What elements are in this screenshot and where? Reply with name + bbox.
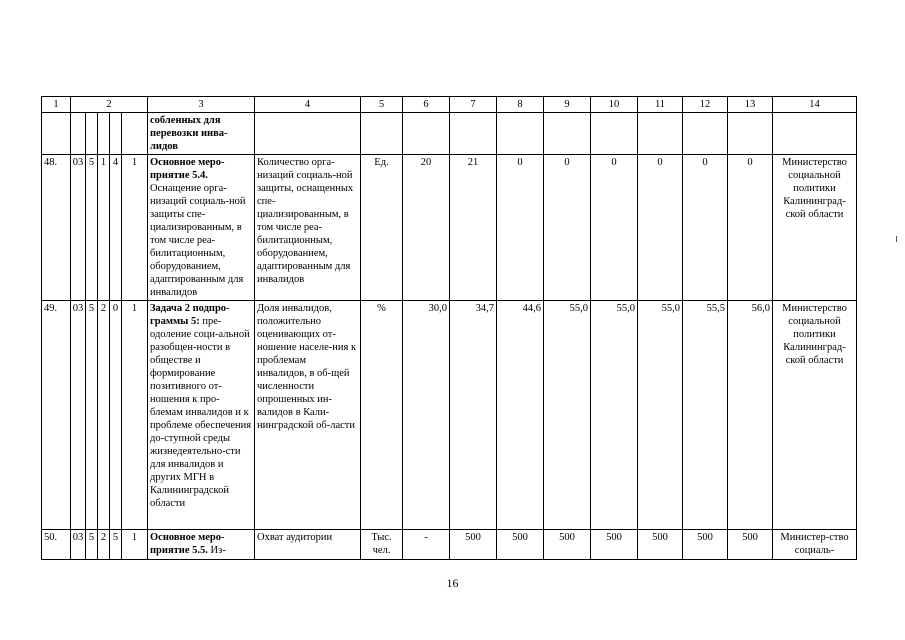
header-cell: 13 [728, 97, 773, 113]
table-row [42, 530, 857, 560]
event-title [148, 155, 255, 301]
header-cell: 9 [544, 97, 591, 113]
code-cell: 5 [86, 530, 98, 560]
unit-cell: Тыс. чел. [361, 530, 403, 560]
executor-cell: Министерство социальной политики Калининград-ской области [773, 301, 857, 530]
value-cell: 500 [450, 530, 497, 560]
row-number: 49. [42, 301, 71, 530]
code-cell: 1 [122, 301, 148, 530]
header-cell: 5 [361, 97, 403, 113]
event-title-rest: Оснащение орга-низаций социаль-ной защиты спе-циализированным, в том числе реа-билитационным, оборудованием, адаптированным для инвалидов [150, 183, 246, 298]
continued-text: собленных для перевозки инва-лидов [148, 113, 255, 155]
code-cell: 5 [86, 155, 98, 301]
header-cell: 12 [683, 97, 728, 113]
value-cell: 55,0 [591, 301, 638, 530]
indicator-cell: Охват аудитории [255, 530, 361, 560]
value-cell: 500 [728, 530, 773, 560]
value-cell: 44,6 [497, 301, 544, 530]
event-title-bold: Основное меро-приятие 5.4. [150, 157, 225, 181]
event-title [148, 530, 255, 560]
code-cell: 4 [110, 155, 122, 301]
row-number: 48. [42, 155, 71, 301]
header-cell: 2 [71, 97, 148, 113]
header-cell: 11 [638, 97, 683, 113]
header-cell: 8 [497, 97, 544, 113]
unit-cell: Ед. [361, 155, 403, 301]
value-cell: 0 [683, 155, 728, 301]
header-cell: 10 [591, 97, 638, 113]
program-table [41, 96, 857, 560]
header-row [42, 97, 857, 113]
value-cell: 0 [544, 155, 591, 301]
value-cell: 56,0 [728, 301, 773, 530]
code-cell: 5 [110, 530, 122, 560]
value-cell: 0 [497, 155, 544, 301]
task-title-rest: пре-одоление соци-альной разобщен-ности в обществе и формирование позитивного от-ношения к про-блемам инвалидов и к проблеме обеспечения до-ступной среды жизнедеятельно-сти для инвалидов и других МГН в Калининградской области [150, 316, 252, 509]
task-title [148, 301, 255, 530]
code-cell: 03 [71, 530, 86, 560]
page-number: 16 [446, 576, 459, 590]
executor-cell: Министер-ство социаль- [773, 530, 857, 560]
value-cell: 0 [728, 155, 773, 301]
value-cell: 20 [403, 155, 450, 301]
code-cell: 03 [71, 155, 86, 301]
value-cell: 500 [544, 530, 591, 560]
code-cell: 1 [98, 155, 110, 301]
value-cell: 21 [450, 155, 497, 301]
value-cell: 30,0 [403, 301, 450, 530]
executor-cell: Министерство социальной политики Калининград-ской области [773, 155, 857, 301]
header-cell: 1 [42, 97, 71, 113]
continued-row [42, 113, 857, 155]
indicator-cell: Доля инвалидов, положительно оценивающих от-ношение населе-ния к проблемам инвалидов, в об-щей численности опрошенных ин-валидов в Кали-нинградской об-ласти [255, 301, 361, 530]
code-cell: 0 [110, 301, 122, 530]
unit-cell: % [361, 301, 403, 530]
code-cell: 03 [71, 301, 86, 530]
value-cell: 55,0 [544, 301, 591, 530]
header-cell: 7 [450, 97, 497, 113]
scan-mark [896, 236, 897, 242]
value-cell: 55,0 [638, 301, 683, 530]
value-cell: 500 [683, 530, 728, 560]
code-cell: 1 [122, 155, 148, 301]
table-row [42, 155, 857, 301]
event-title-bold: Основное меро-приятие 5.5. [150, 532, 225, 556]
value-cell: 500 [591, 530, 638, 560]
table-row [42, 301, 857, 530]
value-cell: - [403, 530, 450, 560]
value-cell: 0 [591, 155, 638, 301]
header-cell: 14 [773, 97, 857, 113]
header-cell: 4 [255, 97, 361, 113]
task-title-bold: Задача 2 подпро-граммы 5: [150, 303, 230, 327]
value-cell: 34,7 [450, 301, 497, 530]
code-cell: 2 [98, 530, 110, 560]
indicator-cell: Количество орга-низаций социаль-ной защиты, оснащенных спе-циализированным, в том числе реа-билитационным, оборудованием, адаптированным для инвалидов [255, 155, 361, 301]
value-cell: 55,5 [683, 301, 728, 530]
code-cell: 2 [98, 301, 110, 530]
row-number: 50. [42, 530, 71, 560]
value-cell: 0 [638, 155, 683, 301]
value-cell: 500 [638, 530, 683, 560]
value-cell: 500 [497, 530, 544, 560]
code-cell: 1 [122, 530, 148, 560]
header-cell: 6 [403, 97, 450, 113]
event-title-rest: Из- [207, 545, 226, 556]
code-cell: 5 [86, 301, 98, 530]
header-cell: 3 [148, 97, 255, 113]
